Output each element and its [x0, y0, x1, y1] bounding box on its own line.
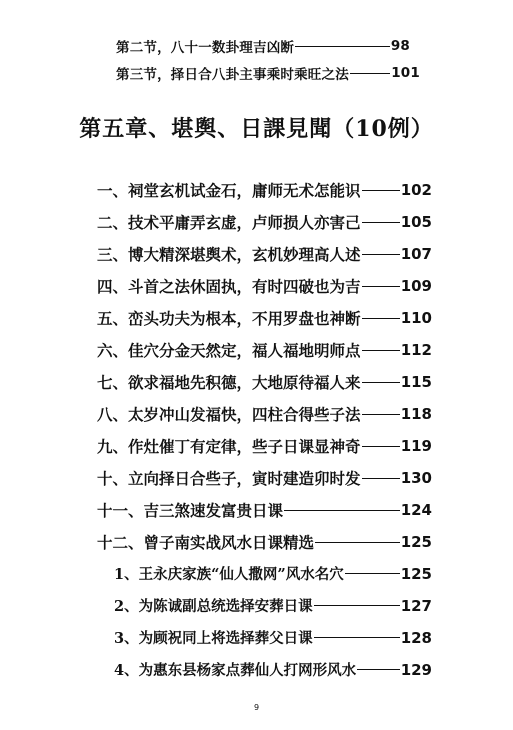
leader-line	[295, 46, 390, 47]
toc-entry-label: 九、作灶催丁有定律，些子日课显神奇	[97, 437, 361, 456]
toc-entry	[97, 499, 432, 521]
toc-page-number: 119	[400, 437, 432, 455]
toc-entry	[97, 531, 432, 553]
toc-page-number: 125	[400, 564, 432, 583]
toc-section-label: 第二节，八十一数卦理吉凶断	[116, 40, 295, 56]
leader-line	[362, 254, 400, 255]
toc-entry	[97, 211, 432, 233]
leader-line	[362, 382, 400, 383]
toc-entry	[97, 371, 432, 393]
toc-entry-label: 七、欲求福地先积德，大地原待福人来	[97, 373, 361, 392]
toc-entry-label: 十二、曾子南实战风水日课精选	[97, 533, 315, 552]
toc-section-2	[116, 36, 410, 56]
toc-subentry	[114, 627, 432, 648]
toc-subentry-label: 3、为顾祝同上将选择葬父日课	[114, 630, 313, 647]
leader-line	[362, 222, 400, 223]
leader-line	[362, 414, 400, 415]
leader-line	[362, 318, 400, 319]
toc-entry	[97, 179, 432, 201]
leader-line	[362, 286, 400, 287]
toc-subentry-label: 1、王永庆家族“仙人撒网”风水名穴	[114, 566, 344, 583]
toc-page-number: 118	[400, 405, 432, 423]
toc-page-number: 109	[400, 277, 432, 295]
toc-page-number: 107	[400, 245, 432, 263]
toc-entry-label: 五、峦头功夫为根本，不用罗盘也神断	[97, 309, 361, 328]
toc-subentry-label: 4、为惠东县杨家点葬仙人打网形风水	[114, 662, 357, 679]
toc-entry	[97, 403, 432, 425]
toc-page-number: 112	[400, 341, 432, 359]
leader-line	[362, 190, 400, 191]
toc-entry	[97, 435, 432, 457]
leader-line	[357, 669, 400, 670]
leader-line	[362, 478, 400, 479]
toc-page-number: 130	[400, 469, 432, 487]
leader-line	[362, 350, 400, 351]
toc-entry	[97, 467, 432, 489]
toc-subentry	[114, 563, 432, 584]
toc-entry-label: 八、太岁冲山发福快，四柱合得些子法	[97, 405, 361, 424]
toc-entry-label: 十一、吉三煞速发富贵日课	[97, 501, 284, 520]
toc-entry	[97, 275, 432, 297]
toc-page-number: 127	[400, 596, 432, 615]
toc-page-number: 110	[400, 309, 432, 327]
toc-entry-label: 六、佳穴分金天然定，福人福地明师点	[97, 341, 361, 360]
leader-line	[284, 510, 400, 511]
toc-page-number: 98	[390, 38, 410, 54]
leader-line	[362, 446, 400, 447]
toc-entry-label: 二、技术平庸弄玄虚，卢师损人亦害己	[97, 213, 361, 232]
toc-entry	[97, 243, 432, 265]
leader-line	[314, 605, 400, 606]
toc-section-3	[116, 63, 420, 83]
toc-page-number: 101	[391, 65, 420, 81]
toc-page-number: 115	[400, 373, 432, 391]
leader-line	[345, 573, 400, 574]
toc-entry-label: 一、祠堂玄机试金石，庸师无术怎能识	[97, 181, 361, 200]
leader-line	[314, 637, 400, 638]
chapter-title: 第五章、堪舆、日課見聞（10例）	[79, 116, 434, 142]
page-number: 9	[253, 703, 260, 712]
leader-line	[315, 542, 400, 543]
toc-section-label: 第三节，择日合八卦主事乘时乘旺之法	[116, 67, 349, 83]
toc-entry-label: 十、立向择日合些子，寅时建造卯时发	[97, 469, 361, 488]
toc-page-number: 129	[400, 660, 432, 679]
toc-page-number: 102	[400, 181, 432, 199]
leader-line	[350, 73, 390, 74]
toc-entry-label: 四、斗首之法休固执，有时四破也为吉	[97, 277, 361, 296]
toc-page-number: 124	[400, 501, 432, 519]
toc-entry	[97, 307, 432, 329]
toc-entry	[97, 339, 432, 361]
toc-subentry	[114, 595, 432, 616]
toc-page-number: 128	[400, 628, 432, 647]
toc-page-number: 105	[400, 213, 432, 231]
toc-subentry-label: 2、为陈诚副总统选择安葬日课	[114, 598, 313, 615]
toc-entry-label: 三、博大精深堪舆术，玄机妙理高人述	[97, 245, 361, 264]
toc-subentry	[114, 659, 432, 680]
toc-page-number: 125	[400, 533, 432, 551]
